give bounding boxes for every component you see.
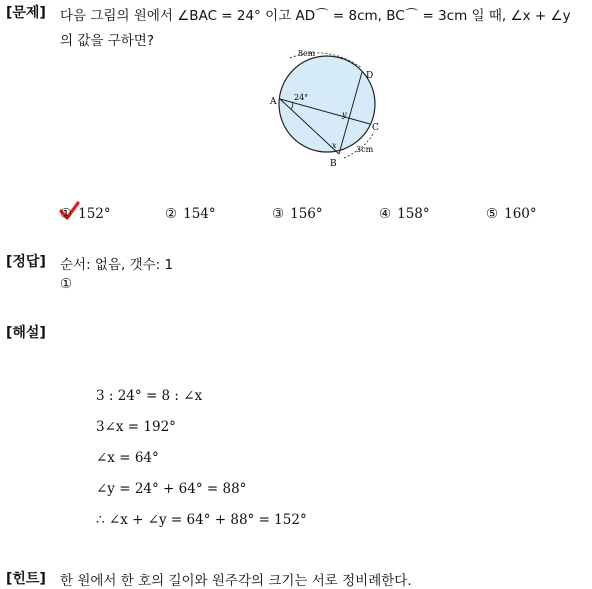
explanation-step-4: ∠y = 24° + 64° = 88° — [96, 481, 247, 497]
choice-1-number: ① — [60, 206, 73, 222]
label-x: x — [332, 141, 337, 150]
choice-1-value: 152° — [78, 206, 111, 222]
circle — [279, 56, 375, 152]
hint-text: 한 원에서 한 호의 길이와 원주각의 크기는 서로 정비례한다. — [60, 573, 412, 589]
label-arc-ad: 8cm — [298, 49, 316, 58]
choice-3[interactable] — [272, 206, 323, 222]
label-a: A — [270, 97, 277, 107]
label-y: y — [342, 110, 347, 119]
circle-figure — [262, 44, 392, 172]
explanation-step-3: ∠x = 64° — [96, 450, 159, 466]
label-c: C — [372, 123, 379, 133]
problem-line-2: 의 값을 구하면? — [60, 33, 154, 49]
problem-tag: [문제] — [6, 5, 46, 21]
choice-5-value: 160° — [504, 206, 537, 222]
choice-4[interactable] — [379, 206, 430, 222]
choice-2-number: ② — [165, 206, 178, 222]
explanation-tag: [해설] — [6, 325, 46, 341]
explanation-step-1: 3 : 24° = 8 : ∠x — [96, 388, 203, 404]
choice-4-number: ④ — [379, 206, 392, 222]
choice-3-number: ③ — [272, 206, 285, 222]
answer-tag: [정답] — [6, 254, 46, 270]
choice-2-value: 154° — [183, 206, 216, 222]
choice-5[interactable] — [486, 206, 537, 222]
choice-3-value: 156° — [290, 206, 323, 222]
label-b: B — [330, 159, 337, 169]
label-arc-bc: 3cm — [356, 145, 374, 154]
hint-tag: [힌트] — [6, 571, 46, 587]
label-angle-24: 24° — [294, 93, 309, 102]
choice-1[interactable] — [60, 206, 111, 222]
answer-line-1: 순서: 없음, 갯수: 1 — [60, 257, 174, 273]
choice-5-number: ⑤ — [486, 206, 499, 222]
choice-4-value: 158° — [397, 206, 430, 222]
explanation-step-5: ∴ ∠x + ∠y = 64° + 88° = 152° — [96, 512, 307, 528]
label-d: D — [366, 71, 374, 81]
explanation-step-2: 3∠x = 192° — [96, 419, 176, 435]
choice-2[interactable] — [165, 206, 216, 222]
answer-line-2: ① — [60, 276, 73, 292]
problem-line-1: 다음 그림의 원에서 ∠BAC = 24° 이고 AD⌒ = 8cm, BC⌒ = 3cm 일 때, ∠x + ∠y — [60, 8, 571, 24]
